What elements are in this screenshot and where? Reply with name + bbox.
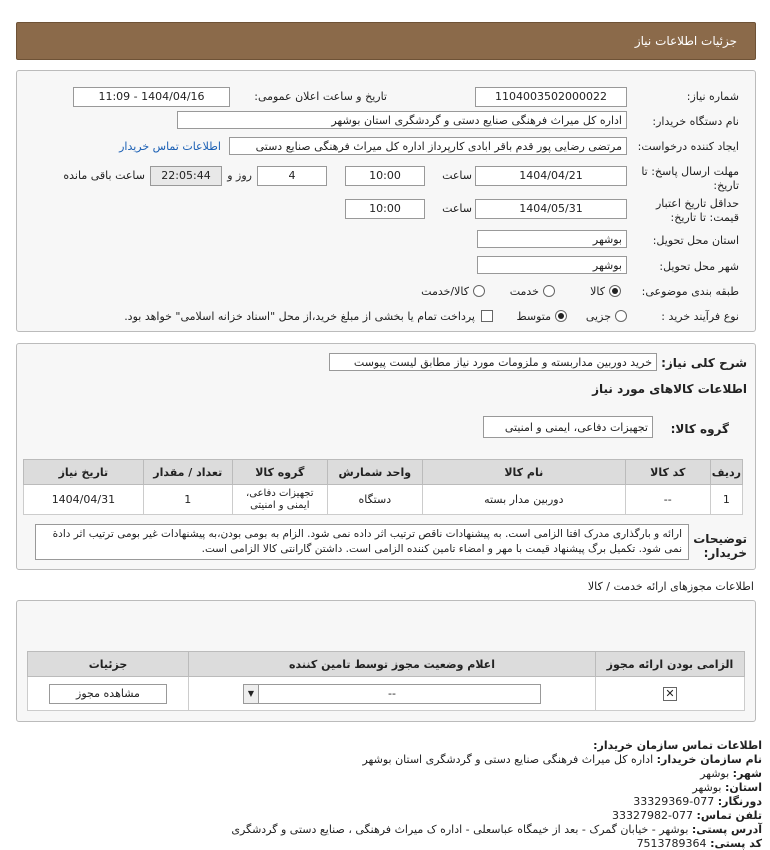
category-option-goods: کالا [590,285,605,298]
province-label: استان محل تحویل: [652,234,739,247]
description-field: خرید دوربین مداربسته و ملزومات مورد نیاز مطابق لیست پیوست [329,353,657,371]
deadline-time-label: ساعت [442,169,472,182]
contact-phone-label: تلفن تماس: [696,809,762,822]
category-option-goods-service: کالا/خدمت [421,285,469,298]
contact-fax-label: دورنگار: [717,795,762,808]
category-radio-service[interactable] [543,285,555,297]
goods-table-header [24,460,743,485]
buyer-org-label: نام دستگاه خریدار: [652,115,739,128]
goods-table [23,459,743,515]
buyer-org-field: اداره کل میراث فرهنگی صنایع دستی و گردشگری استان بوشهر [177,111,627,129]
contact-postal [637,837,762,850]
contact-postal-label: کد پستی: [710,837,762,850]
cell-permit-status [189,677,596,711]
col-permit-status: اعلام وضعیت مجوز توسط تامین کننده [189,652,596,677]
announce-field: 1404/04/16 - 11:09 [73,87,230,107]
validity-time-label: ساعت [442,202,472,215]
col-row: ردیف [710,460,742,485]
permit-status-select[interactable] [243,684,541,704]
announce-label: تاریخ و ساعت اعلان عمومی: [254,90,387,103]
contact-province-label: استان: [725,781,762,794]
city-field: بوشهر [477,256,627,274]
deadline-time-field: 10:00 [345,166,425,186]
category-radio-goods[interactable] [609,285,621,297]
col-group: گروه کالا [232,460,327,485]
days-label: روز و [227,169,252,182]
creator-label: ایجاد کننده درخواست: [637,140,739,153]
payment-note: پرداخت تمام یا بخشی از مبلغ خرید،از محل "اسناد خزانه اسلامی" خواهد بود. [124,310,475,323]
col-date: تاریخ نیاز [24,460,144,485]
process-radio-medium[interactable] [555,310,567,322]
cell-permit-required [596,677,745,711]
permits-table [27,651,745,711]
cell-qty: 1 [143,485,232,515]
contact-address-label: آدرس پستی: [691,823,762,836]
permits-section-title: اطلاعات مجوزهای ارائه خدمت / کالا [587,580,754,593]
chevron-down-icon: ▼ [244,685,259,703]
permit-status-value: -- [388,686,396,700]
validity-time-field: 10:00 [345,199,425,219]
remaining-time-field: 22:05:44 [150,166,222,186]
contact-phone-value: 077-33327982 [612,809,694,822]
contact-org-label: نام سازمان خریدار: [656,753,762,766]
contact-buyer-link[interactable]: اطلاعات تماس خریدار [119,140,221,153]
contact-city [700,767,762,780]
cell-date: 1404/04/31 [24,485,144,515]
contact-section [0,735,770,850]
contact-address-value: بوشهر - خیابان گمرک - بعد از خیمگاه عباسعلی - اداره ک میراث فرهنگی ، صنایع دستی و گردشگری [231,823,689,836]
cell-group: تجهیزات دفاعی، ایمنی و امنیتی [232,485,327,515]
cell-row: 1 [710,485,742,515]
table-row [28,677,745,711]
view-permit-button[interactable]: مشاهده مجوز [49,684,167,704]
permits-table-header [28,652,745,677]
contact-province [692,781,762,794]
required-checkbox-icon: ✕ [663,687,677,701]
col-permit-details: جزئیات [28,652,189,677]
cell-permit-details [28,677,189,711]
permits-panel [16,600,756,722]
goods-group-label: گروه کالا: [670,422,729,436]
deadline-date-field: 1404/04/21 [475,166,627,186]
col-permit-required: الزامی بودن ارائه مجوز [596,652,745,677]
col-unit: واحد شمارش [327,460,422,485]
table-row [24,485,743,515]
need-details-panel [16,70,756,332]
page-header [16,22,756,60]
process-option-minor: جزیی [585,310,611,323]
description-label: شرح کلی نیاز: [661,356,747,370]
remaining-label: ساعت باقی مانده [63,169,145,182]
col-code: کد کالا [625,460,710,485]
contact-fax-value: 077-33329369 [633,795,715,808]
cell-name: دوربین مدار بسته [422,485,625,515]
city-label: شهر محل تحویل: [659,260,739,273]
contact-title: اطلاعات تماس سازمان خریدار: [593,739,762,752]
process-radio-minor[interactable] [615,310,627,322]
contact-fax [633,795,762,808]
contact-phone [612,809,762,822]
validity-date-field: 1404/05/31 [475,199,627,219]
goods-group-field: تجهیزات دفاعی، ایمنی و امنیتی [483,416,653,438]
goods-panel [16,343,756,570]
buyer-notes-label: توضیحات خریدار: [693,532,747,560]
cell-unit: دستگاه [327,485,422,515]
deadline-label: مهلت ارسال پاسخ: تا تاریخ: [641,165,739,192]
category-radio-goods-service[interactable] [473,285,485,297]
contact-city-label: شهر: [732,767,762,780]
col-qty: تعداد / مقدار [143,460,232,485]
contact-org-value: اداره کل میراث فرهنگی صنایع دستی و گردشگری استان بوشهر [362,753,654,766]
category-label: طبقه بندی موضوعی: [641,285,739,298]
contact-address [231,823,762,836]
contact-org [362,753,762,766]
province-field: بوشهر [477,230,627,248]
goods-section-title: اطلاعات کالاهای مورد نیاز [592,382,747,396]
category-option-service: خدمت [509,285,539,298]
treasury-checkbox[interactable] [481,310,493,322]
page-title: جزئیات اطلاعات نیاز [634,34,737,48]
need-number-field: 1104003502000022 [475,87,627,107]
contact-postal-value: 7513789364 [636,837,707,850]
creator-field: مرتضی رضایی پور قدم باقر ابادی کارپرداز اداره کل میراث فرهنگی صنایع دستی [229,137,627,155]
cell-code: -- [625,485,710,515]
days-field: 4 [257,166,327,186]
contact-province-value: بوشهر [692,781,722,794]
contact-city-value: بوشهر [700,767,730,780]
process-option-medium: متوسط [516,310,551,323]
buyer-notes-box: ارائه و بارگذاری مدرک افتا الزامی است. به پیشنهادات ناقص ترتیب اثر داده نمی شود. الزام به بومی بودن،به پیشنهادات غیر بومی ترتیب اثر دادة نمی شود. تکمیل برگ پیشنهاد قیمت با مهر و امضاء تامین کننده الزامی است. داشتن گارانتی کالا الزامی است. [35,524,689,560]
need-number-label: شماره نیاز: [686,90,739,103]
validity-label: حداقل تاریخ اعتبار قیمت: تا تاریخ: [655,197,739,224]
process-label: نوع فرآیند خرید : [661,310,739,323]
col-name: نام کالا [422,460,625,485]
